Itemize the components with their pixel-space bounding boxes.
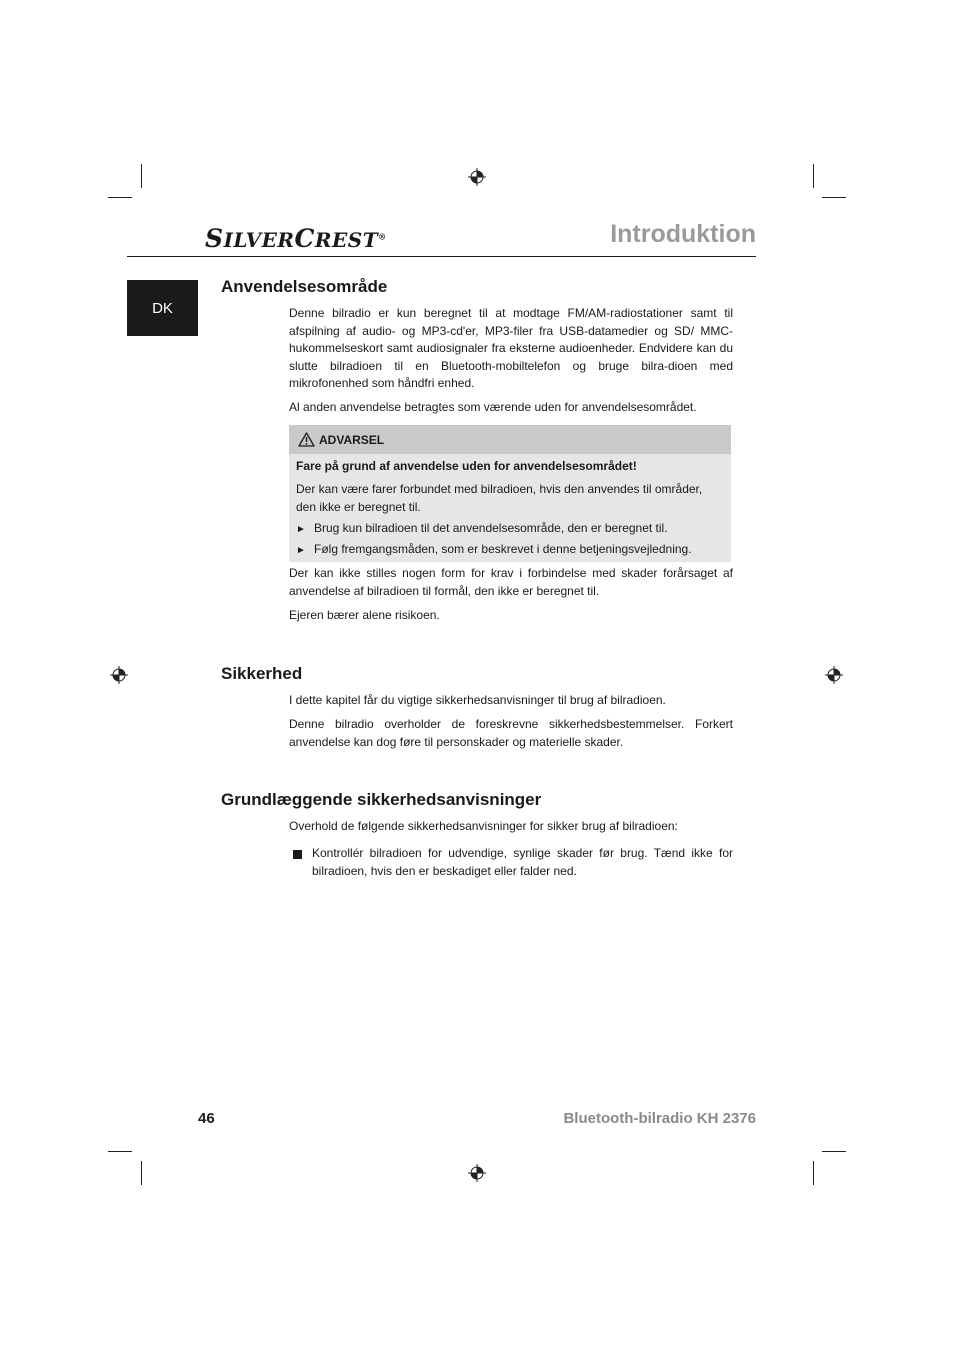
paragraph: Overhold de følgende sikkerhedsanvisninger for sikker brug af bilradioen:: [289, 819, 678, 833]
footer-model-name: Bluetooth-bilradio KH 2376: [563, 1110, 756, 1127]
logo-text: ILVER: [223, 228, 295, 252]
registration-mark-icon: [825, 666, 843, 684]
crop-mark: [822, 197, 846, 198]
crop-mark: [108, 197, 132, 198]
crop-mark: [108, 1151, 132, 1152]
paragraph: I dette kapitel får du vigtige sikkerhedsanvisninger til brug af bilradioen.: [289, 693, 666, 707]
warning-label: ADVARSEL: [319, 432, 385, 447]
section-heading-grundlaeggende: Grundlæggende sikkerhedsanvisninger: [221, 790, 542, 809]
section-heading-sikkerhed: Sikkerhed: [221, 664, 303, 683]
logo-letter: C: [294, 224, 315, 253]
warning-text: Der kan være farer forbundet med bilradioen, hvis den anvendes til områder, den ikke er beregnet til.: [296, 482, 703, 514]
paragraph: Der kan ikke stilles nogen form for krav i forbindelse med skader forårsaget af anvendelse af bilradioen til formål, den ikke er beregnet til.: [289, 566, 733, 598]
brand-logo: [205, 224, 387, 253]
crop-mark: [813, 1161, 814, 1185]
list-item-text: Kontrollér bilradioen for udvendige, synlige skader før brug. Tænd ikke for bilradioen, hvis den er beskadiget eller falder ned.: [312, 846, 733, 878]
square-bullet-icon: [293, 850, 302, 859]
crop-mark: [141, 1161, 142, 1185]
warning-triangle-icon: [298, 432, 315, 447]
list-item: [293, 845, 733, 880]
arrow-right-icon: ►: [296, 524, 306, 535]
warning-bullet-text: Følg fremgangsmåden, som er beskrevet i denne betjeningsvejledning.: [314, 542, 692, 556]
paragraph: Ejeren bærer alene risikoen.: [289, 608, 440, 622]
warning-bullet-text: Brug kun bilradioen til det anvendelsesområde, den er beregnet til.: [314, 521, 668, 535]
logo-registered: ®: [378, 231, 387, 242]
arrow-right-icon: ►: [296, 545, 306, 556]
registration-mark-icon: [468, 1164, 486, 1182]
logo-letter: S: [205, 224, 224, 253]
page-number: 46: [198, 1110, 215, 1127]
page-title: Introduktion: [610, 220, 756, 248]
warning-bullet: [296, 541, 692, 559]
paragraph: Al anden anvendelse betragtes som værende uden for anvendelsesområdet.: [289, 400, 697, 414]
warning-bullet: [296, 520, 668, 538]
paragraph: Denne bilradio er kun beregnet til at modtage FM/AM-radiostationer samt til afspilning af audio- og MP3-cd'er, MP3-filer fra USB-datamedier og SD/ MMC-hukommelseskort samt audiosignaler fra eksterne audioenheder. Endvidere kan du slutte bilradioen til en Bluetooth-mobiltelefon og bruge bilra-dioen med mikrofonenhed som håndfri enhed.: [289, 306, 733, 390]
section-heading-anvendelsesomraade: Anvendelsesområde: [221, 277, 388, 296]
warning-header: [289, 425, 731, 454]
registration-mark-icon: [468, 168, 486, 186]
warning-subtitle: Fare på grund af anvendelse uden for anvendelsesområdet!: [296, 459, 637, 473]
crop-mark: [141, 164, 142, 188]
registration-mark-icon: [110, 666, 128, 684]
logo-text: REST: [314, 228, 379, 252]
crop-mark: [813, 164, 814, 188]
language-tab: DK: [127, 280, 198, 336]
crop-mark: [822, 1151, 846, 1152]
warning-box: [289, 425, 731, 562]
paragraph: Denne bilradio overholder de foreskrevne sikkerhedsbestemmelser. Forkert anvendelse kan dog føre til personskader og materielle skader.: [289, 717, 733, 749]
header-rule: [127, 256, 756, 257]
